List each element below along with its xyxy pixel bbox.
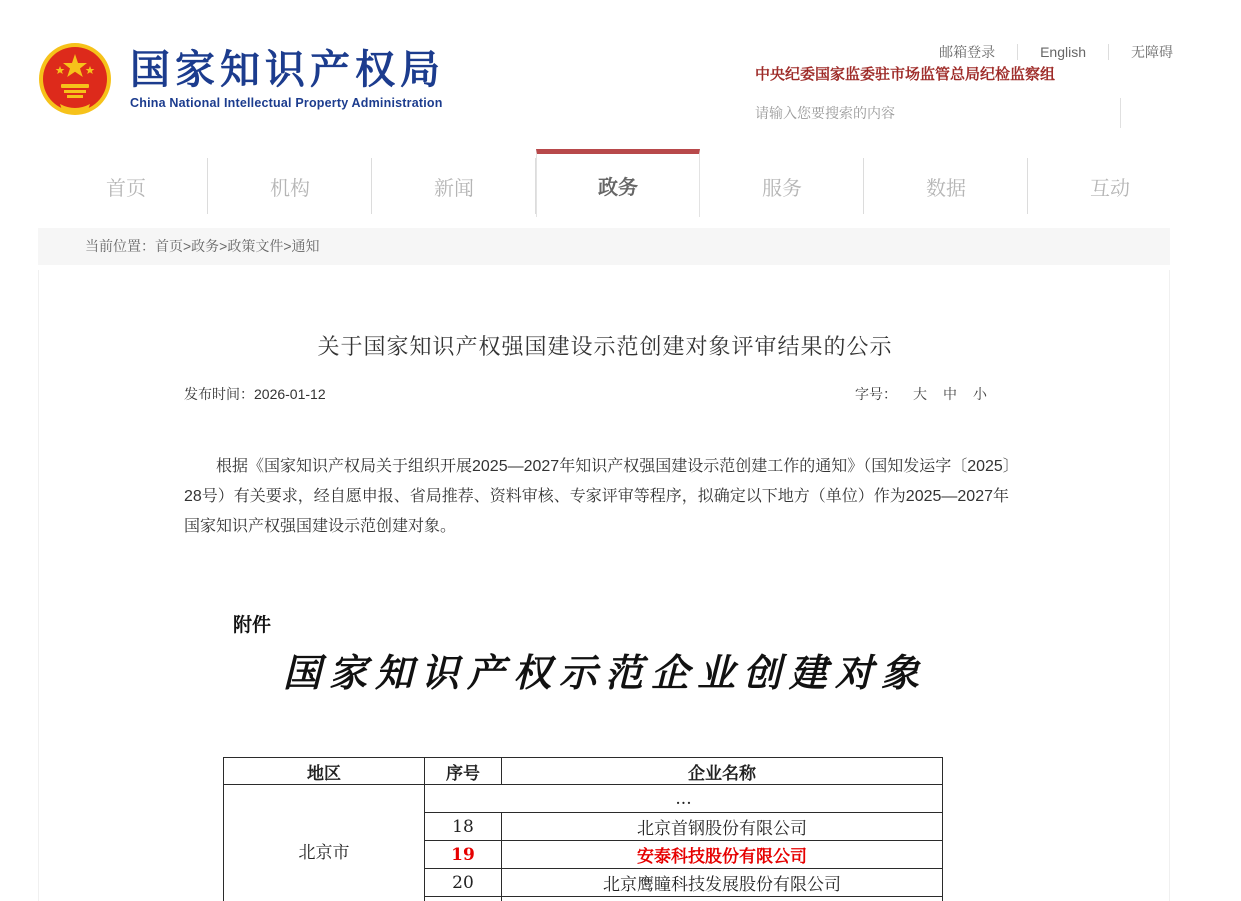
nav-tab-org[interactable]: 机构: [208, 152, 372, 220]
article-content: [38, 270, 1170, 901]
site-logo-link[interactable]: [38, 42, 445, 116]
site-subtitle: China National Intellectual Property Administration: [130, 96, 443, 110]
accessibility-link[interactable]: 无障碍: [1108, 44, 1173, 60]
col-header-seq: 序号: [425, 758, 502, 785]
main-nav: [44, 152, 1192, 220]
company-name-cell: 安泰科技股份有限公司: [502, 841, 943, 869]
site-header: [0, 0, 1241, 150]
ellipsis-cell: ...: [425, 785, 943, 813]
publish-date-label: 发布时间：: [184, 386, 254, 402]
enterprise-table: [223, 757, 943, 901]
site-title: 国家知识产权局: [130, 48, 445, 92]
font-size-small-button[interactable]: 小: [973, 386, 987, 402]
font-size-large-button[interactable]: 大: [913, 386, 927, 402]
breadcrumb: [38, 228, 1170, 265]
breadcrumb-path[interactable]: 首页>政务>政策文件>通知: [155, 238, 320, 254]
site-titles: [130, 42, 445, 110]
seq-cell: 19: [425, 841, 502, 869]
nav-tab-data[interactable]: 数据: [864, 152, 1028, 220]
seq-cell: 20: [425, 869, 502, 897]
article-meta: [39, 384, 1171, 404]
nav-tab-interaction[interactable]: 互动: [1090, 177, 1130, 200]
breadcrumb-prefix: 当前位置：: [85, 238, 155, 254]
page-title: 关于国家知识产权强国建设示范创建对象评审结果的公示: [317, 334, 893, 359]
top-utility-links: [917, 42, 1173, 62]
search-input[interactable]: [755, 105, 1095, 121]
company-name-cell: 北京首钢股份有限公司: [502, 813, 943, 841]
national-emblem-icon: [38, 42, 112, 116]
article-paragraph: 根据《国家知识产权局关于组织开展2025—2027年知识产权强国建设示范创建工作的通知》（国知发运字〔2025〕28号）有关要求，经自愿申报、省局推荐、资料审核、专家评审等程序，拟确定以下地方（单位）作为2025—2027年国家知识产权强国建设示范创建对象。: [184, 458, 1011, 535]
seq-cell: 18: [425, 813, 502, 841]
nav-tab-gov-affairs[interactable]: 政务: [536, 149, 700, 217]
english-link[interactable]: English: [1017, 44, 1108, 60]
nav-tab-news[interactable]: 新闻: [372, 152, 536, 220]
nav-tab-home[interactable]: 首页: [44, 152, 208, 220]
seq-cell: [425, 897, 502, 901]
font-size-medium-button[interactable]: 中: [943, 386, 957, 402]
table-header-row: [224, 758, 943, 785]
attachment-calligraphy-title: 国家知识产权示范企业创建对象: [282, 650, 927, 695]
company-name-cell: 北京鹰瞳科技发展股份有限公司: [502, 869, 943, 897]
publish-date-value: 2026-01-12: [254, 386, 326, 402]
attachment-label: 附件: [233, 615, 272, 636]
company-name-cell: [502, 897, 943, 901]
discipline-inspection-link[interactable]: 中央纪委国家监委驻市场监管总局纪检监察组: [755, 66, 1056, 83]
col-header-name: 企业名称: [502, 758, 943, 785]
font-size-control: [855, 384, 987, 404]
publish-date: [184, 384, 326, 404]
table-row-ellipsis: [224, 785, 943, 813]
region-cell: 北京市: [224, 785, 425, 901]
search-box: [755, 98, 1121, 128]
font-size-label: 字号：: [855, 386, 897, 402]
mail-login-link[interactable]: 邮箱登录: [939, 44, 996, 60]
nav-tab-services[interactable]: 服务: [700, 152, 864, 220]
col-header-region: 地区: [224, 758, 425, 785]
